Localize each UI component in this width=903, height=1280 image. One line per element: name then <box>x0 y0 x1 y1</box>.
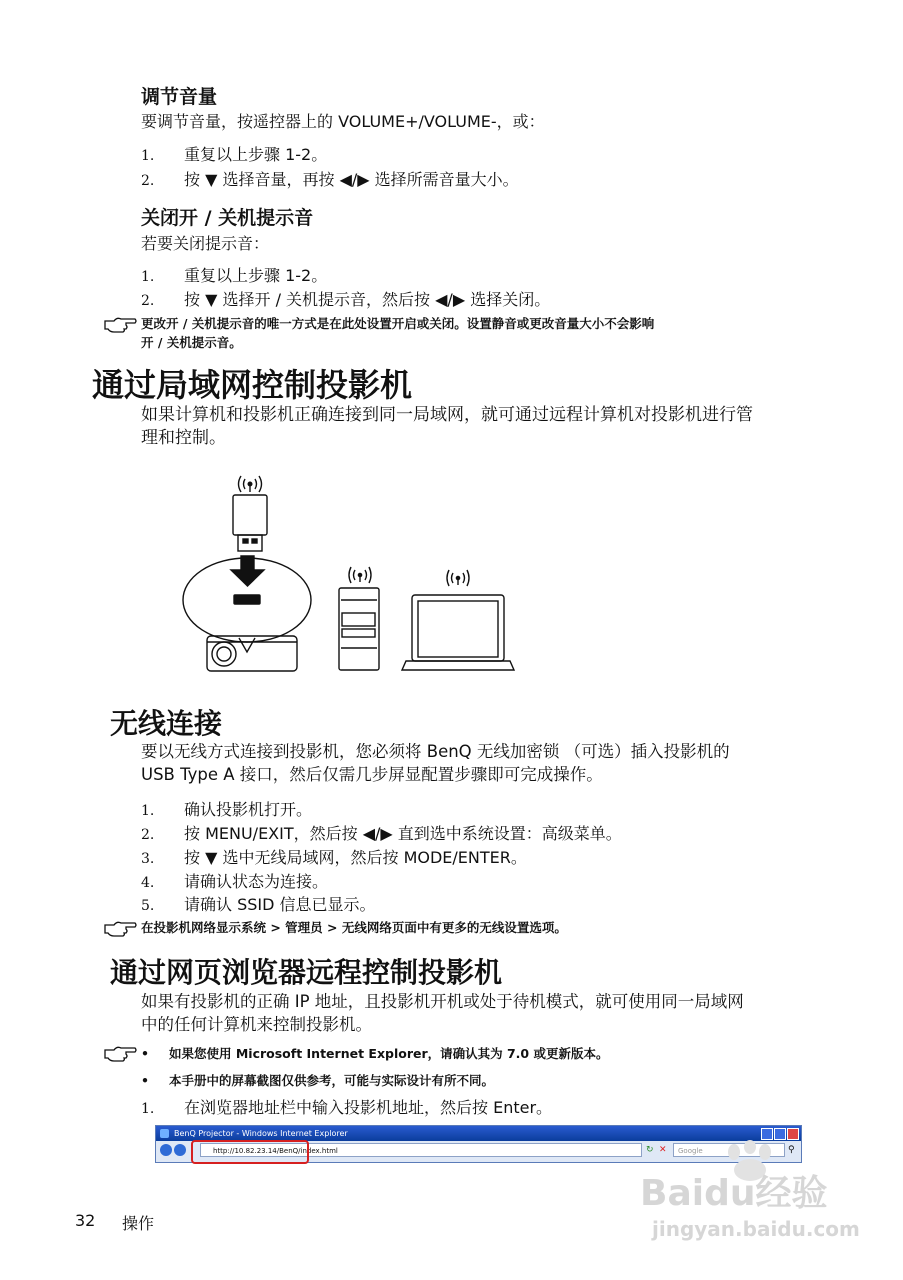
list-item <box>141 869 328 892</box>
lan-intro <box>141 404 753 450</box>
wireless-intro <box>141 740 730 786</box>
wifi-signal-icon <box>349 567 371 583</box>
search-icon[interactable]: ⚲ <box>788 1145 795 1155</box>
wifi-signal-icon <box>447 570 469 586</box>
ie-window-title: BenQ Projector - Windows Internet Explorer <box>174 1129 348 1138</box>
watermark-url: jingyan.baidu.com <box>652 1217 860 1241</box>
step-number: 5. <box>141 898 155 914</box>
step-number: 2. <box>141 173 155 189</box>
ie-app-icon <box>160 1129 169 1138</box>
step-number: 2. <box>141 293 155 309</box>
volume-heading: 调节音量 <box>141 86 218 108</box>
bullet-text: 本手册中的屏幕截图仅供参考，可能与实际设计有所不同。 <box>169 1073 495 1088</box>
step-number: 1. <box>141 803 155 819</box>
back-icon[interactable] <box>160 1144 172 1156</box>
laptop-computer <box>412 595 504 661</box>
step-text: 重复以上步骤 1-2。 <box>184 145 328 164</box>
lan-heading: 通过局域网控制投影机 <box>92 366 413 404</box>
list-item <box>141 167 519 190</box>
minimize-icon[interactable] <box>761 1128 773 1140</box>
step-number: 1. <box>141 148 155 164</box>
step-text: 按 ▼ 选择开 / 关机提示音，然后按 ◀/▶ 选择关闭。 <box>184 290 551 309</box>
list-item <box>141 1071 494 1089</box>
bullet-dot: • <box>141 1046 149 1061</box>
wireless-note: 在投影机网络显示系统 > 管理员 > 无线网络页面中有更多的无线设置选项。 <box>141 920 567 935</box>
bullet-dot: • <box>141 1073 149 1088</box>
list-item <box>141 287 550 310</box>
list-item <box>141 797 312 820</box>
ie-title-bar <box>156 1126 801 1141</box>
address-bar[interactable]: http://10.82.23.14/BenQ/index.html <box>200 1143 642 1157</box>
usb-port <box>234 595 260 604</box>
list-item <box>141 821 622 844</box>
maximize-icon[interactable] <box>774 1128 786 1140</box>
step-text: 请确认 SSID 信息已显示。 <box>184 895 376 914</box>
step-text: 重复以上步骤 1-2。 <box>184 266 328 285</box>
wifi-signal-icon <box>239 476 262 492</box>
footer-section: 操作 <box>122 1214 155 1233</box>
beep-intro: 若要关闭提示音： <box>141 234 270 253</box>
step-text: 按 ▼ 选中无线局域网，然后按 MODE/ENTER。 <box>184 848 527 867</box>
list-item <box>141 1044 608 1062</box>
step-number: 1. <box>141 269 155 285</box>
step-text: 按 ▼ 选择音量，再按 ◀/▶ 选择所需音量大小。 <box>184 170 519 189</box>
list-item <box>141 1095 552 1118</box>
intro-line: 理和控制。 <box>141 428 226 448</box>
stop-icon[interactable]: ✕ <box>659 1145 667 1155</box>
watermark-logo: Baidu经验 <box>640 1173 828 1214</box>
forward-icon[interactable] <box>174 1144 186 1156</box>
step-number: 1. <box>141 1101 155 1117</box>
network-illustration <box>178 468 518 678</box>
list-item <box>141 142 327 165</box>
intro-line: USB Type A 接口，然后仅需几步屏显配置步骤即可完成操作。 <box>141 765 603 784</box>
pointing-hand-icon <box>104 920 138 938</box>
intro-line: 如果有投影机的正确 IP 地址，且投影机开机或处于待机模式，就可使用同一局域网 <box>141 992 744 1011</box>
step-text: 按 MENU/EXIT，然后按 ◀/▶ 直到选中系统设置：高级菜单。 <box>184 824 622 843</box>
step-number: 3. <box>141 851 155 867</box>
intro-line: 中的任何计算机来控制投影机。 <box>141 1015 372 1034</box>
address-highlight <box>191 1140 309 1164</box>
intro-line: 要以无线方式连接到投影机，您必须将 BenQ 无线加密锁 （可选）插入投影机的 <box>141 742 730 761</box>
down-arrow-icon <box>231 556 264 586</box>
close-icon[interactable] <box>787 1128 799 1140</box>
step-number: 4. <box>141 875 155 891</box>
step-number: 2. <box>141 827 155 843</box>
note-line: 开 / 关机提示音。 <box>141 335 242 350</box>
note-line: 更改开 / 关机提示音的唯一方式是在此处设置开启或关闭。设置静音或更改音量大小不会影响 <box>141 316 655 331</box>
wireless-heading: 无线连接 <box>110 707 223 740</box>
beep-note <box>141 314 654 352</box>
list-item <box>141 845 527 868</box>
volume-intro: 要调节音量，按遥控器上的 VOLUME+/VOLUME-，或： <box>141 112 545 131</box>
usb-dongle <box>233 495 267 535</box>
pointing-hand-icon <box>104 316 138 334</box>
refresh-icon[interactable]: ↻ <box>646 1145 654 1155</box>
pointing-hand-icon <box>104 1045 138 1063</box>
page-number: 32 <box>75 1211 96 1230</box>
browser-intro <box>141 990 744 1036</box>
browser-heading: 通过网页浏览器远程控制投影机 <box>110 956 503 989</box>
list-item <box>141 263 327 286</box>
search-input[interactable]: Google <box>673 1143 785 1157</box>
list-item <box>141 892 376 915</box>
step-text: 在浏览器地址栏中输入投影机地址，然后按 Enter。 <box>184 1098 553 1117</box>
step-text: 请确认状态为连接。 <box>184 872 329 891</box>
bullet-text: 如果您使用 Microsoft Internet Explorer，请确认其为 7.0 或更新版本。 <box>169 1046 609 1061</box>
beep-heading: 关闭开 / 关机提示音 <box>141 207 314 229</box>
intro-line: 如果计算机和投影机正确连接到同一局域网，就可通过远程计算机对投影机进行管 <box>141 405 753 425</box>
step-text: 确认投影机打开。 <box>184 800 313 819</box>
